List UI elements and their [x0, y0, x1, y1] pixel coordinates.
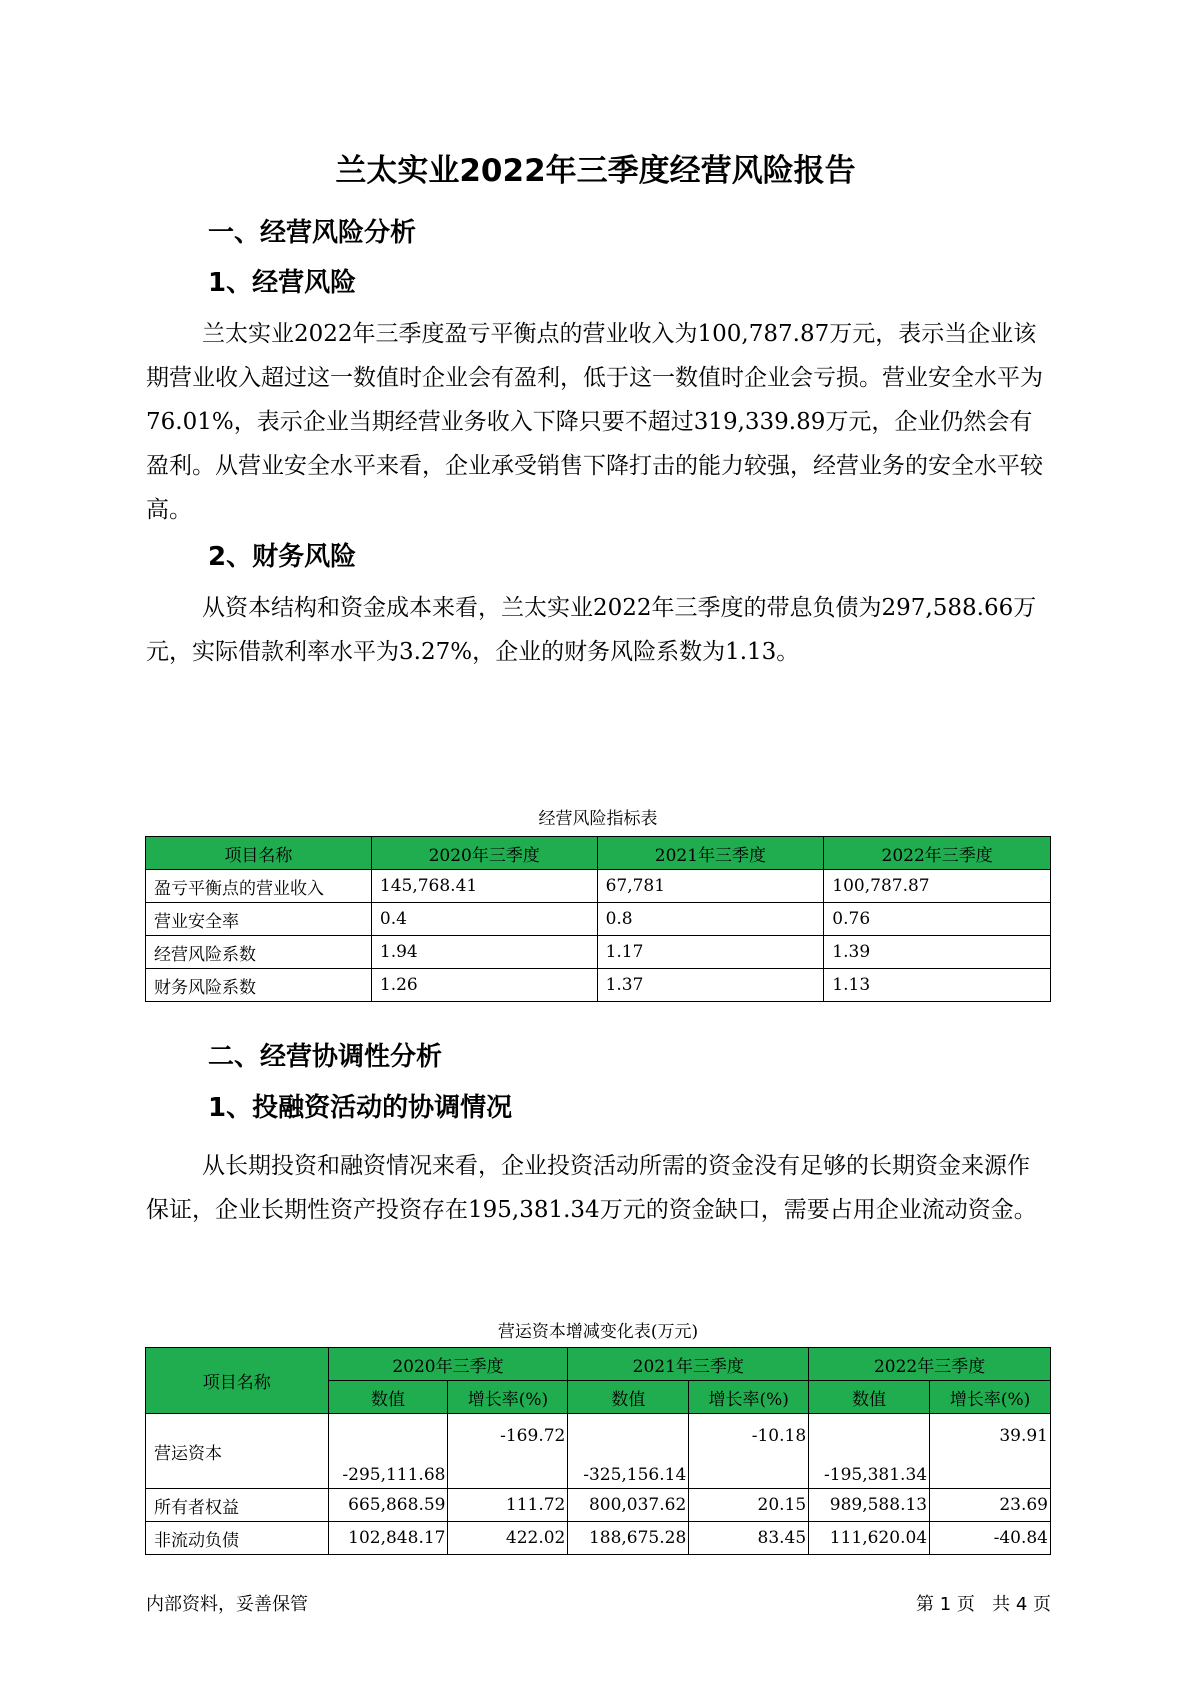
- table-cell: -40.84: [930, 1522, 1051, 1555]
- table-cell: 1.13: [824, 969, 1051, 1002]
- column-subheader: 数值: [568, 1381, 689, 1414]
- table-cell: 营业安全率: [146, 903, 372, 936]
- paragraph-investment-financing: 从长期投资和融资情况来看，企业投资活动所需的资金没有足够的长期资金来源作保证，企业长期性资产投资存在195,381.34万元的资金缺口，需要占用企业流动资金。: [146, 1153, 1037, 1223]
- table-cell: 188,675.28: [568, 1522, 689, 1555]
- table-cell: 83.45: [689, 1522, 809, 1555]
- table-cell: 102,848.17: [328, 1522, 448, 1555]
- page-title: 兰太实业2022年三季度经营风险报告: [335, 153, 856, 189]
- column-header: 2021年三季度: [568, 1348, 809, 1381]
- table-cell: -325,156.14: [568, 1414, 689, 1489]
- footer-confidential-note: 内部资料，妥善保管: [146, 1594, 308, 1615]
- table-cell: 111.72: [448, 1489, 568, 1522]
- table-cell: 1.37: [597, 969, 824, 1002]
- risk-indicator-table: [145, 836, 1051, 1002]
- footer-page-number: 第 1 页 共 4 页: [916, 1594, 1051, 1615]
- table-cell: -295,111.68: [328, 1414, 448, 1489]
- column-header: 2022年三季度: [809, 1348, 1051, 1381]
- table-cell: 422.02: [448, 1522, 568, 1555]
- table-cell: 0.4: [371, 903, 597, 936]
- subsection-heading-operating-risk: 1、经营风险: [208, 268, 357, 298]
- table-cell: -169.72: [448, 1414, 568, 1489]
- table-cell: 665,868.59: [328, 1489, 448, 1522]
- paragraph-operating-risk: 兰太实业2022年三季度盈亏平衡点的营业收入为100,787.87万元，表示当企业该期营业收入超过这一数值时企业会有盈利，低于这一数值时企业会亏损。营业安全水平为76.01%，表示企业当期经营业务收入下降只要不超过319,339.89万元，企业仍然会有盈利。从营业安全水平来看，企业承受销售下降打击的能力较强，经营业务的安全水平较高。: [146, 321, 1043, 523]
- column-subheader: 数值: [809, 1381, 930, 1414]
- table-cell: 1.17: [597, 936, 824, 969]
- table-cell: -10.18: [689, 1414, 809, 1489]
- table-cell: 0.76: [824, 903, 1051, 936]
- table-cell: 所有者权益: [146, 1489, 329, 1522]
- table-cell: 145,768.41: [371, 870, 597, 903]
- table-row: [146, 1414, 1051, 1489]
- table-cell: 100,787.87: [824, 870, 1051, 903]
- column-header: 2020年三季度: [371, 837, 597, 870]
- table-cell: 盈亏平衡点的营业收入: [146, 870, 372, 903]
- working-capital-table: [145, 1347, 1051, 1555]
- table-cell: 非流动负债: [146, 1522, 329, 1555]
- column-header: 2021年三季度: [597, 837, 824, 870]
- table-cell: 营运资本: [146, 1414, 329, 1489]
- section-heading-risk-analysis: 一、经营风险分析: [208, 218, 417, 248]
- column-subheader: 数值: [328, 1381, 448, 1414]
- table-row: [146, 936, 1051, 969]
- table-header-row: [146, 837, 1051, 870]
- subsection-heading-financial-risk: 2、财务风险: [208, 542, 357, 572]
- table-cell: 111,620.04: [809, 1522, 930, 1555]
- table-cell: 0.8: [597, 903, 824, 936]
- column-subheader: 增长率(%): [448, 1381, 568, 1414]
- paragraph-financial-risk: 从资本结构和资金成本来看，兰太实业2022年三季度的带息负债为297,588.66万元，实际借款利率水平为3.27%，企业的财务风险系数为1.13。: [146, 595, 1037, 665]
- table-row: [146, 903, 1051, 936]
- table-header-row: [146, 1348, 1051, 1381]
- column-header: 项目名称: [146, 837, 372, 870]
- table-row: [146, 1489, 1051, 1522]
- table-caption-risk-indicators: 经营风险指标表: [538, 809, 658, 829]
- table-cell: 1.39: [824, 936, 1051, 969]
- table-cell: 989,588.13: [809, 1489, 930, 1522]
- table-cell: 1.26: [371, 969, 597, 1002]
- table-cell: 1.94: [371, 936, 597, 969]
- table-cell: 67,781: [597, 870, 824, 903]
- table-row: [146, 969, 1051, 1002]
- table-row: [146, 870, 1051, 903]
- table-cell: 39.91: [930, 1414, 1051, 1489]
- column-header: 2022年三季度: [824, 837, 1051, 870]
- table-cell: 23.69: [930, 1489, 1051, 1522]
- subsection-heading-investment-financing: 1、投融资活动的协调情况: [208, 1093, 513, 1123]
- table-cell: -195,381.34: [809, 1414, 930, 1489]
- table-cell: 经营风险系数: [146, 936, 372, 969]
- table-caption-working-capital: 营运资本增减变化表(万元): [497, 1322, 699, 1342]
- table-cell: 800,037.62: [568, 1489, 689, 1522]
- column-subheader: 增长率(%): [689, 1381, 809, 1414]
- table-cell: 财务风险系数: [146, 969, 372, 1002]
- column-subheader: 增长率(%): [930, 1381, 1051, 1414]
- column-header: 项目名称: [146, 1348, 329, 1414]
- table-row: [146, 1522, 1051, 1555]
- section-heading-coordination-analysis: 二、经营协调性分析: [208, 1042, 443, 1072]
- table-cell: 20.15: [689, 1489, 809, 1522]
- column-header: 2020年三季度: [328, 1348, 568, 1381]
